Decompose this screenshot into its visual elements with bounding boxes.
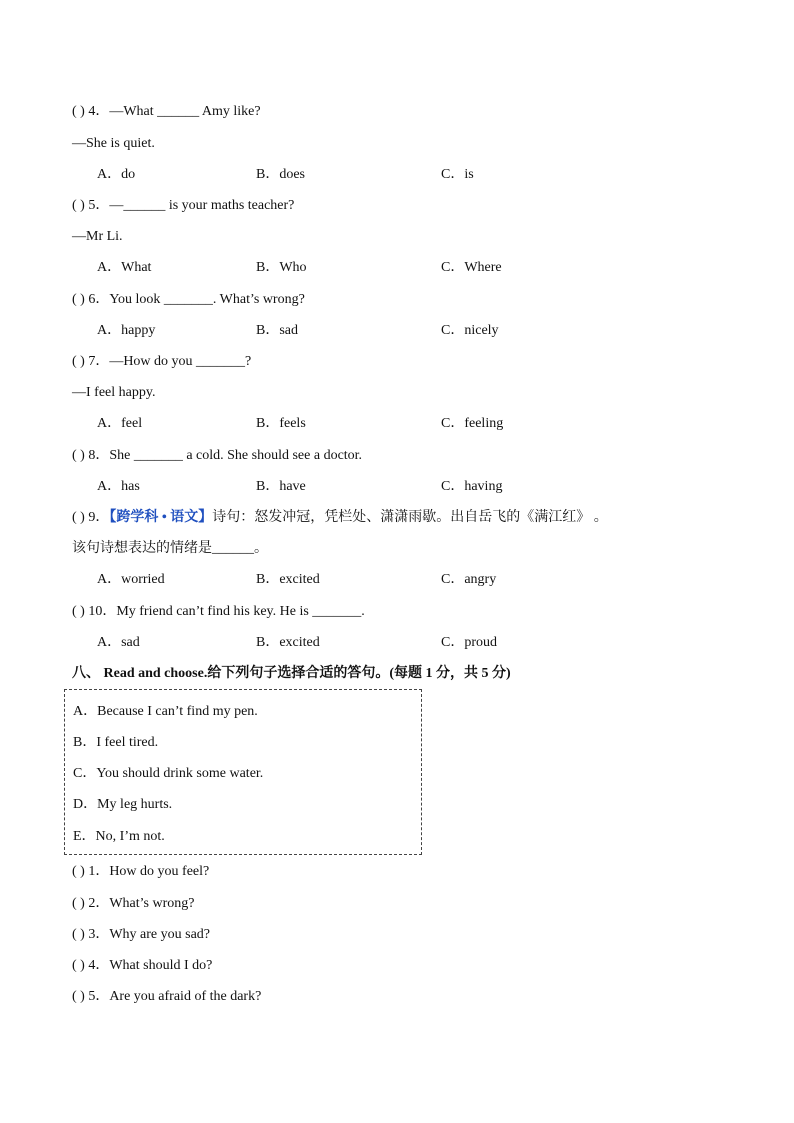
q9-option-b: B．excited [256, 572, 320, 587]
match-question-3: ( ) 3．Why are you sad? [72, 927, 211, 942]
q9-option-c: C．angry [441, 572, 497, 587]
q8-option-c: C．having [441, 479, 503, 494]
box-option-b: B．I feel tired. [73, 735, 159, 750]
q4-option-a: A．do [97, 167, 136, 182]
q6-option-b: B．sad [256, 323, 298, 338]
q10-option-b: B．excited [256, 635, 320, 650]
question-7: ( ) 7．—How do you _______? [72, 354, 252, 369]
match-question-2: ( ) 2．What’s wrong? [72, 896, 195, 911]
q7-option-a: A．feel [97, 416, 143, 431]
cross-subject-tag: 【跨学科 • 语文】 [109, 510, 213, 525]
match-question-1: ( ) 1．How do you feel? [72, 864, 210, 879]
question-7-answer: —I feel happy. [72, 385, 156, 400]
question-6: ( ) 6．You look _______. What’s wrong? [72, 292, 305, 307]
q5-option-c: C．Where [441, 260, 502, 275]
q10-option-c: C．proud [441, 635, 497, 650]
q10-option-a: A．sad [97, 635, 140, 650]
match-question-5: ( ) 5．Are you afraid of the dark? [72, 989, 262, 1004]
question-4-answer: —She is quiet. [72, 136, 155, 151]
q9-option-a: A．worried [97, 572, 165, 587]
q8-option-b: B．have [256, 479, 306, 494]
question-9-text: 诗句：怒发冲冠，凭栏处、潇潇雨歇。出自岳飞的《满江红》 。 [212, 510, 608, 525]
q6-option-c: C．nicely [441, 323, 499, 338]
q5-option-a: A．What [97, 260, 152, 275]
section-8-heading: 八、 Read and choose.给下列句子选择合适的答句。(每题 1 分，共 5 分) [72, 666, 511, 681]
q8-option-a: A．has [97, 479, 140, 494]
q4-option-b: B．does [256, 167, 305, 182]
q4-option-c: C．is [441, 167, 474, 182]
box-option-d: D．My leg hurts. [73, 797, 173, 812]
q5-option-b: B．Who [256, 260, 307, 275]
match-question-4: ( ) 4．What should I do? [72, 958, 213, 973]
question-5: ( ) 5．—______ is your maths teacher? [72, 198, 295, 213]
question-4: ( ) 4．—What ______ Amy like? [72, 104, 261, 119]
box-option-c: C．You should drink some water. [73, 766, 264, 781]
q6-option-a: A．happy [97, 323, 156, 338]
question-10: ( ) 10．My friend can’t find his key. He is _______. [72, 604, 365, 619]
answer-options-box [64, 689, 422, 855]
question-9 [72, 508, 608, 528]
question-9-line2: 该句诗想表达的情绪是______。 [72, 541, 268, 556]
q7-option-c: C．feeling [441, 416, 504, 431]
q7-option-b: B．feels [256, 416, 306, 431]
box-option-a: A．Because I can’t find my pen. [73, 704, 258, 719]
question-8: ( ) 8．She _______ a cold. She should see a doctor. [72, 448, 363, 463]
question-9-number: ( ) 9． [72, 510, 110, 525]
question-5-answer: —Mr Li. [72, 229, 123, 244]
box-option-e: E．No, I’m not. [73, 829, 165, 844]
